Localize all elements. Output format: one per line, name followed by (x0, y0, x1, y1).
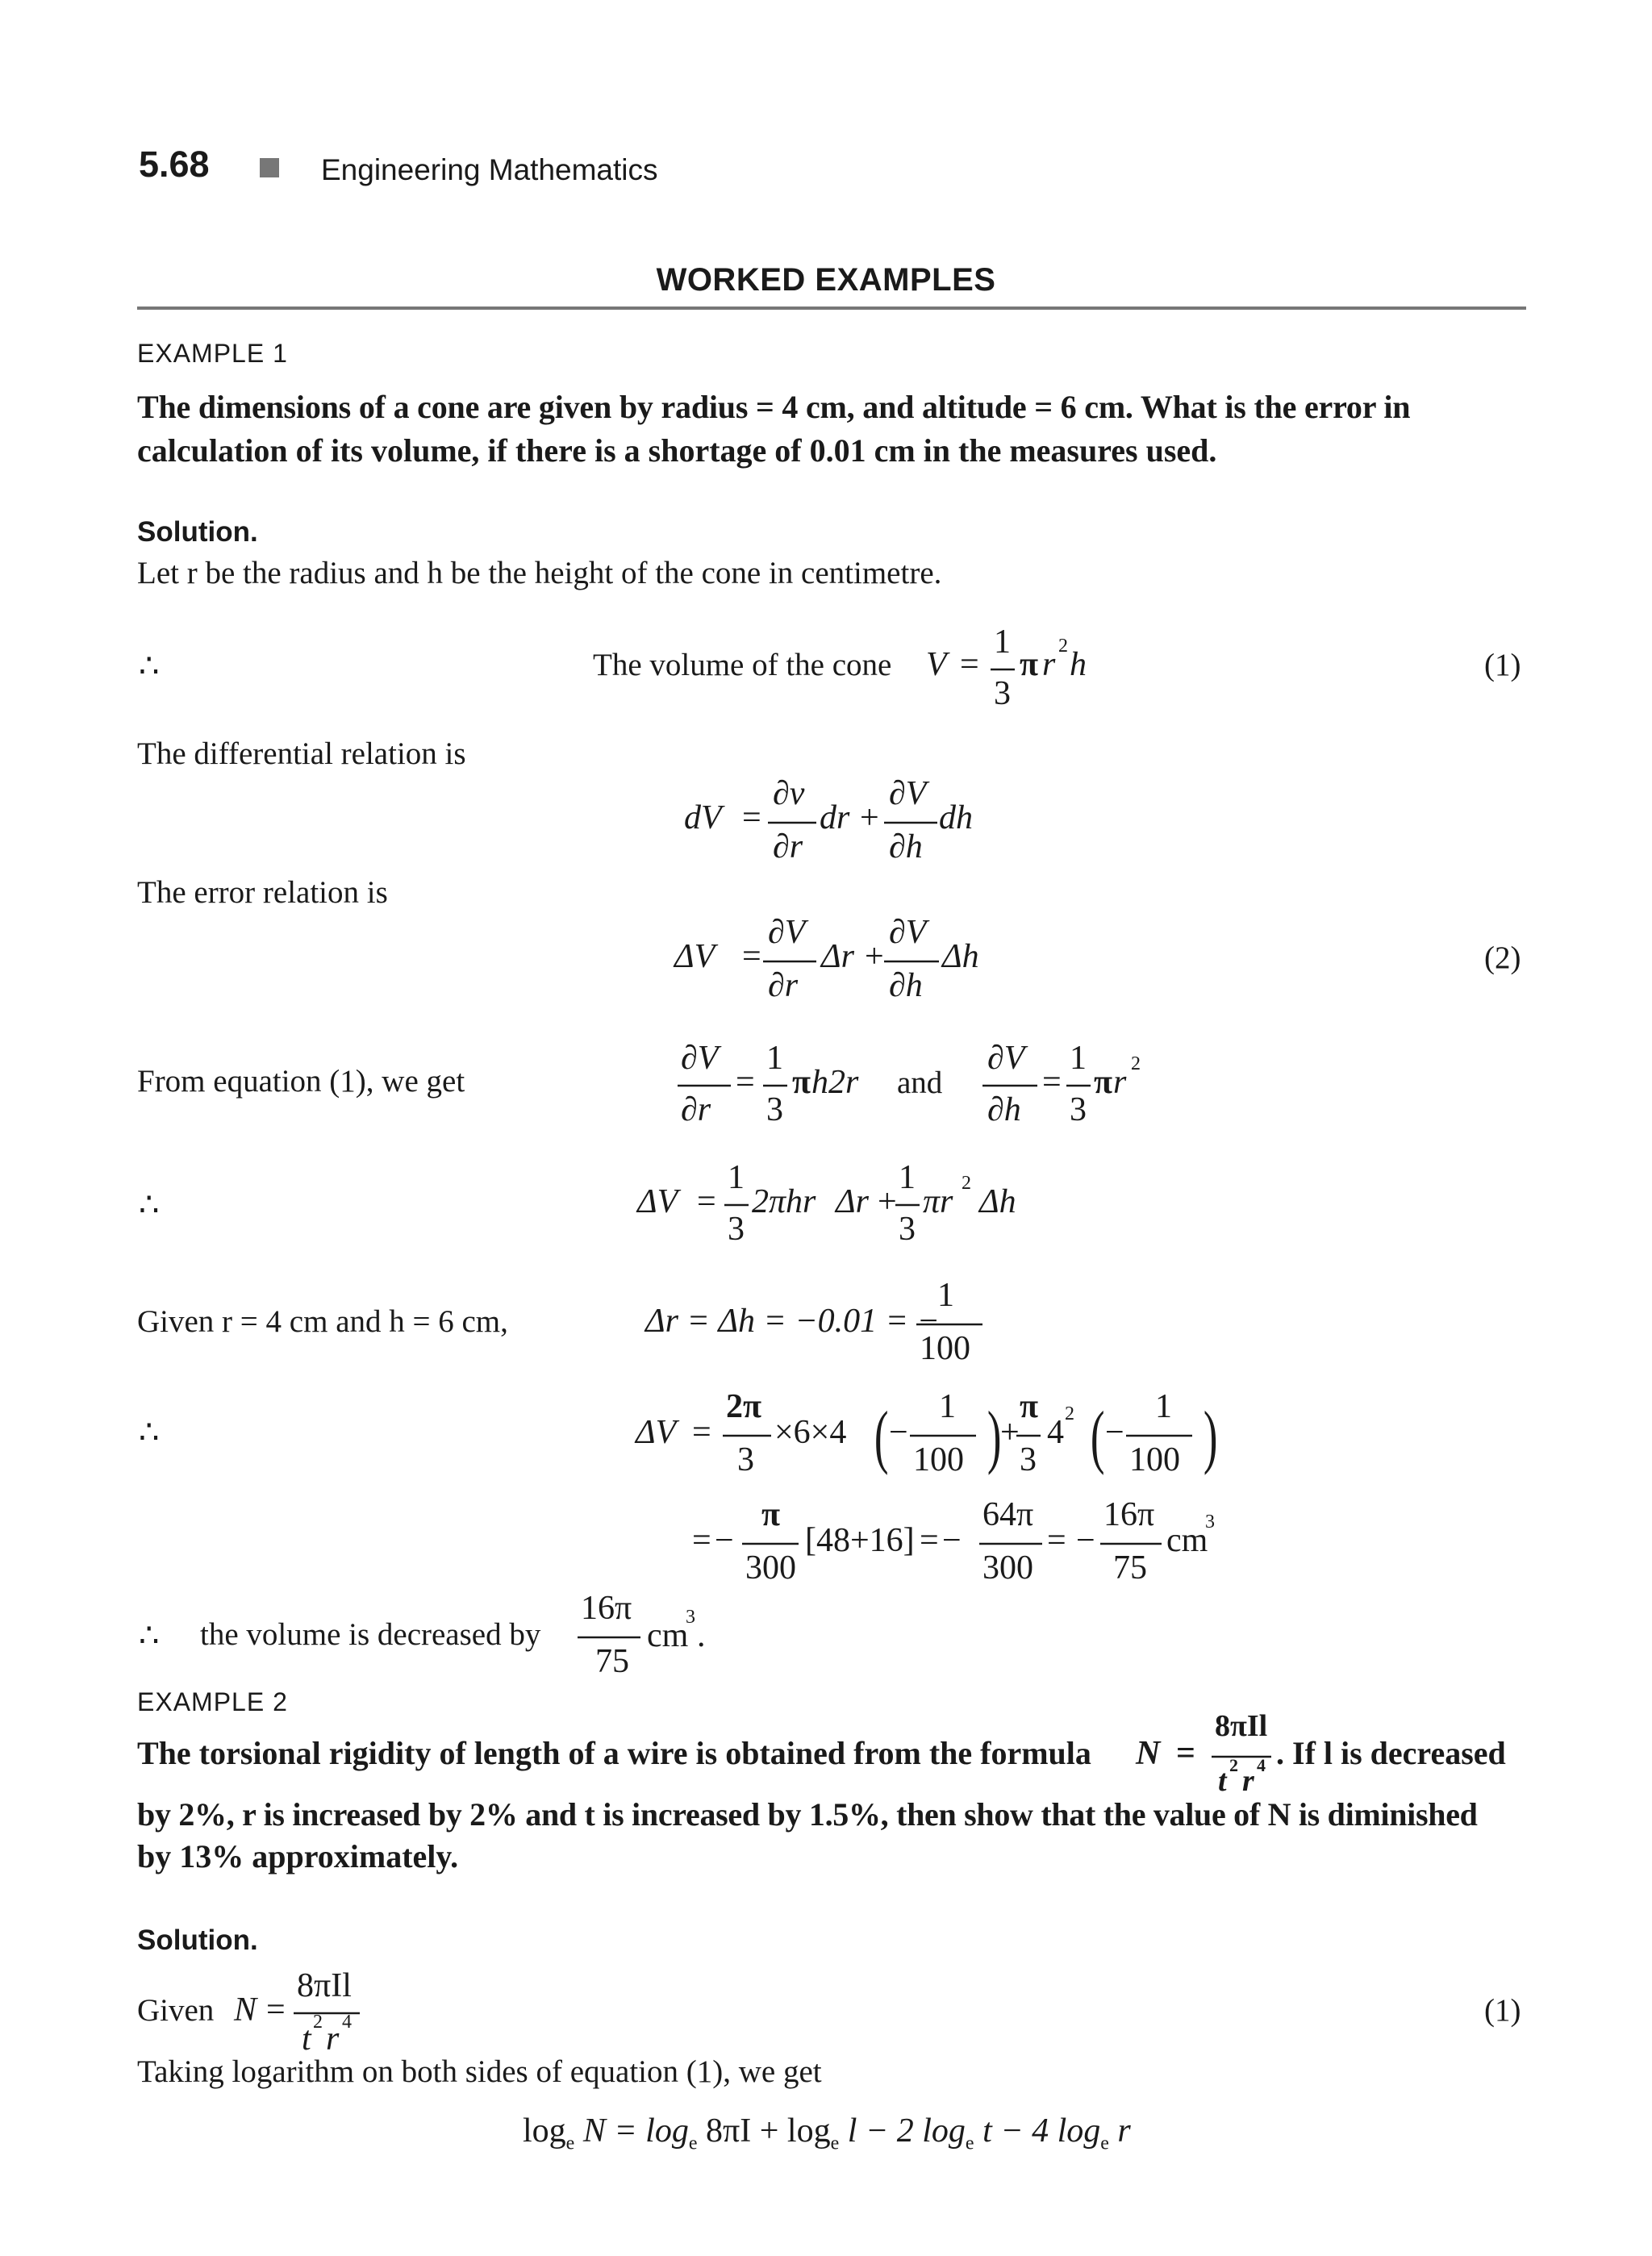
d-cm: cm (1166, 1522, 1208, 1559)
p1-num: 1 (766, 1040, 783, 1077)
dV: dV (684, 799, 722, 836)
d-300a: 300 (745, 1549, 796, 1587)
example2-problem-line3: by 13% approximately. (137, 1838, 459, 1874)
g-den: 100 (920, 1330, 970, 1367)
example2-log-text: Taking logarithm on both sides of equation (1), we get (137, 2054, 822, 2089)
p2-equals: = (1042, 1064, 1062, 1101)
p2-den: 3 (1070, 1091, 1087, 1128)
example1-eq2-number: (2) (1484, 940, 1521, 975)
g2-equals: = (266, 1991, 286, 2029)
p1-equals: = (736, 1064, 755, 1101)
d-sum: [48+16] (805, 1522, 915, 1559)
c-lparen1: ( (874, 1398, 889, 1476)
s-equals: = (697, 1183, 716, 1220)
error-text: The error relation is (137, 875, 388, 910)
var-h: h (1070, 646, 1087, 683)
c-2pi: 2π (726, 1388, 762, 1425)
ex2-t-sup: 2 (1229, 1755, 1238, 1775)
p1-pi: π (792, 1064, 811, 1101)
ex2-t: t (1218, 1764, 1227, 1798)
var-r: r (1042, 646, 1056, 683)
p1-h2r: h2r (811, 1064, 859, 1101)
therefore-symbol-2: ∴ (139, 1186, 160, 1223)
p1-dr-den: ∂r (681, 1091, 711, 1128)
s-num1: 1 (728, 1159, 745, 1196)
p1-dV-num: ∂V (681, 1040, 719, 1077)
delta-r-h: Δr = Δh = −0.01 = − (645, 1303, 940, 1340)
c-minus1: − (889, 1414, 908, 1451)
p2-sup: 2 (1131, 1053, 1141, 1074)
example2-problem-line1b: . If l is decreased (1276, 1735, 1506, 1771)
log2-e: e (688, 2133, 698, 2154)
conclusion-text: the volume is decreased by (200, 1617, 541, 1652)
s-den2: 3 (899, 1211, 916, 1248)
s-plus: + (878, 1183, 897, 1220)
s-den1: 3 (728, 1211, 745, 1248)
p1-den: 3 (766, 1091, 783, 1128)
d-pi: π (761, 1496, 781, 1533)
therefore-symbol-3: ∴ (139, 1414, 160, 1450)
f-16pi: 16π (581, 1590, 632, 1627)
dh: dh (939, 799, 973, 836)
c-num1: 1 (939, 1388, 956, 1425)
ex2-num: 8πIl (1215, 1709, 1268, 1743)
ex2-r-sup: 4 (1257, 1755, 1266, 1775)
s-delta-h: Δh (979, 1183, 1016, 1220)
err-delta-r: Δr (821, 938, 854, 975)
log-term1: 8πI + log (697, 2112, 831, 2150)
g2-r: r (326, 2020, 340, 2058)
c-3b: 3 (1020, 1441, 1037, 1478)
example2-problem-line2: by 2%, r is increased by 2% and t is increased by 1.5%, then show that the value of N is diminished (137, 1796, 1478, 1833)
g2-t-sup: 2 (313, 2012, 323, 2033)
c-equals: = (692, 1414, 711, 1451)
example2-label: EXAMPLE 2 (137, 1687, 288, 1716)
page-number: 5.68 (139, 144, 210, 185)
example2-given-text: Given (137, 1993, 215, 2028)
example1-eq1-number: (1) (1484, 648, 1521, 682)
example2-problem-line1a: The torsional rigidity of length of a wire is obtained from the formula (137, 1735, 1091, 1771)
therefore-symbol: ∴ (139, 648, 160, 684)
c-3a: 3 (737, 1441, 754, 1478)
g2-r-sup: 4 (342, 2012, 352, 2033)
c-four-sup: 2 (1065, 1403, 1074, 1424)
book-title: Engineering Mathematics (321, 153, 658, 186)
c-lparen2: ( (1090, 1398, 1105, 1476)
example1-problem-line1: The dimensions of a cone are given by radius = 4 cm, and altitude = 6 cm. What is the error in (137, 389, 1411, 425)
section-title: WORKED EXAMPLES (656, 262, 996, 298)
c-num2: 1 (1155, 1388, 1172, 1425)
d-equals2: = (920, 1522, 939, 1559)
ex2-N: N (1136, 1735, 1161, 1772)
err-equals: = (742, 938, 761, 975)
therefore-symbol-4: ∴ (139, 1617, 160, 1653)
s-deltaV: ΔV (637, 1183, 678, 1220)
frac-num: 1 (994, 623, 1011, 661)
err-plus: + (865, 938, 884, 975)
log5-e: e (1100, 2133, 1109, 2154)
c-four: 4 (1047, 1414, 1064, 1451)
f-75: 75 (595, 1643, 629, 1680)
f-cm: cm (647, 1617, 689, 1654)
log4-e: e (965, 2133, 974, 2154)
c-rparen2: ) (1203, 1398, 1218, 1476)
log-rhs: N = log (582, 2112, 689, 2150)
p2-dV-num: ∂V (987, 1040, 1025, 1077)
example1-label: EXAMPLE 1 (137, 339, 288, 368)
example1-solution-label: Solution. (137, 516, 258, 548)
dr-part-den: ∂r (773, 828, 803, 865)
c-deltaV: ΔV (636, 1414, 677, 1451)
err-delta-h: Δh (942, 938, 979, 975)
g2-num: 8πIl (297, 1967, 352, 2004)
d-minus2: − (942, 1522, 962, 1559)
g-num: 1 (937, 1277, 954, 1314)
s-num2: 1 (899, 1159, 916, 1196)
from-eq-text: From equation (1), we get (137, 1064, 465, 1099)
s-sup: 2 (962, 1173, 971, 1194)
ex2-equals: = (1176, 1735, 1195, 1772)
s-2pihr-text: 2πhr (752, 1183, 816, 1220)
given-text: Given r = 4 cm and h = 6 cm, (137, 1304, 508, 1339)
dV-plus: + (860, 799, 879, 836)
diff-text: The differential relation is (137, 736, 466, 771)
c-rparen1: ) (987, 1398, 1002, 1476)
err-dr-den: ∂r (768, 967, 799, 1004)
example2-solution-label: Solution. (137, 1924, 258, 1956)
d-16pi: 16π (1103, 1496, 1155, 1533)
ex2-r: r (1242, 1764, 1254, 1798)
s-delta-r: Δr (836, 1183, 869, 1220)
g2-N: N (234, 1991, 257, 2029)
c-minus2: − (1105, 1414, 1124, 1451)
p2-pi: π (1094, 1064, 1113, 1101)
log-term3: t − 4 log (974, 2112, 1101, 2150)
c-plus: + (1000, 1414, 1020, 1451)
c-pi: π (1020, 1388, 1039, 1425)
frac-den: 3 (994, 675, 1011, 712)
log-term4: r (1108, 2112, 1131, 2150)
d-equals3: = (1047, 1522, 1066, 1559)
example1-let-line: Let r be the radius and h be the height of the cone in centimetre. (137, 556, 942, 590)
eq-V: V (926, 646, 947, 683)
d-cm-sup: 3 (1205, 1512, 1215, 1532)
d-minus3: − (1076, 1522, 1095, 1559)
f-cm-sup: 3 (686, 1607, 695, 1628)
log1-e: e (565, 2133, 575, 2154)
log-term2: l − 2 log (839, 2112, 966, 2150)
d-equals1: = (692, 1522, 711, 1559)
log3-e: e (830, 2133, 840, 2154)
example2-eq1-number: (1) (1484, 1993, 1521, 2028)
d-300b: 300 (982, 1549, 1033, 1587)
example1-problem-line2: calculation of its volume, if there is a shortage of 0.01 cm in the measures used. (137, 432, 1217, 469)
dV-part-num: ∂V (889, 775, 927, 812)
d-64pi-text: 64π (982, 1496, 1034, 1533)
s-pi-r: πr (923, 1183, 953, 1220)
err-dV-num2: ∂V (889, 914, 927, 951)
c-times: ×6×4 (774, 1414, 847, 1451)
volume-text: The volume of the cone (593, 648, 892, 682)
dh-part-den: ∂h (889, 828, 923, 865)
c-den1: 100 (913, 1441, 964, 1478)
log1: log (523, 2112, 566, 2150)
d-75: 75 (1113, 1549, 1147, 1587)
pi-symbol: π (1020, 646, 1039, 683)
p2-r: r (1113, 1064, 1127, 1101)
and-text: and (897, 1065, 943, 1100)
p2-dh-den: ∂h (987, 1091, 1021, 1128)
sup-2: 2 (1058, 636, 1068, 657)
dr: dr (820, 799, 850, 836)
p2-num: 1 (1070, 1040, 1087, 1077)
err-dh-den: ∂h (889, 967, 923, 1004)
c-den2: 100 (1129, 1441, 1180, 1478)
err-deltaV: ΔV (674, 938, 715, 975)
err-dV-num1: ∂V (768, 914, 806, 951)
g2-t: t (302, 2020, 311, 2058)
f-period: . (697, 1617, 706, 1654)
d-minus1: − (715, 1522, 734, 1559)
dv-part-num: ∂v (773, 775, 805, 812)
eq-equals: = (960, 646, 979, 683)
dV-equals: = (742, 799, 761, 836)
